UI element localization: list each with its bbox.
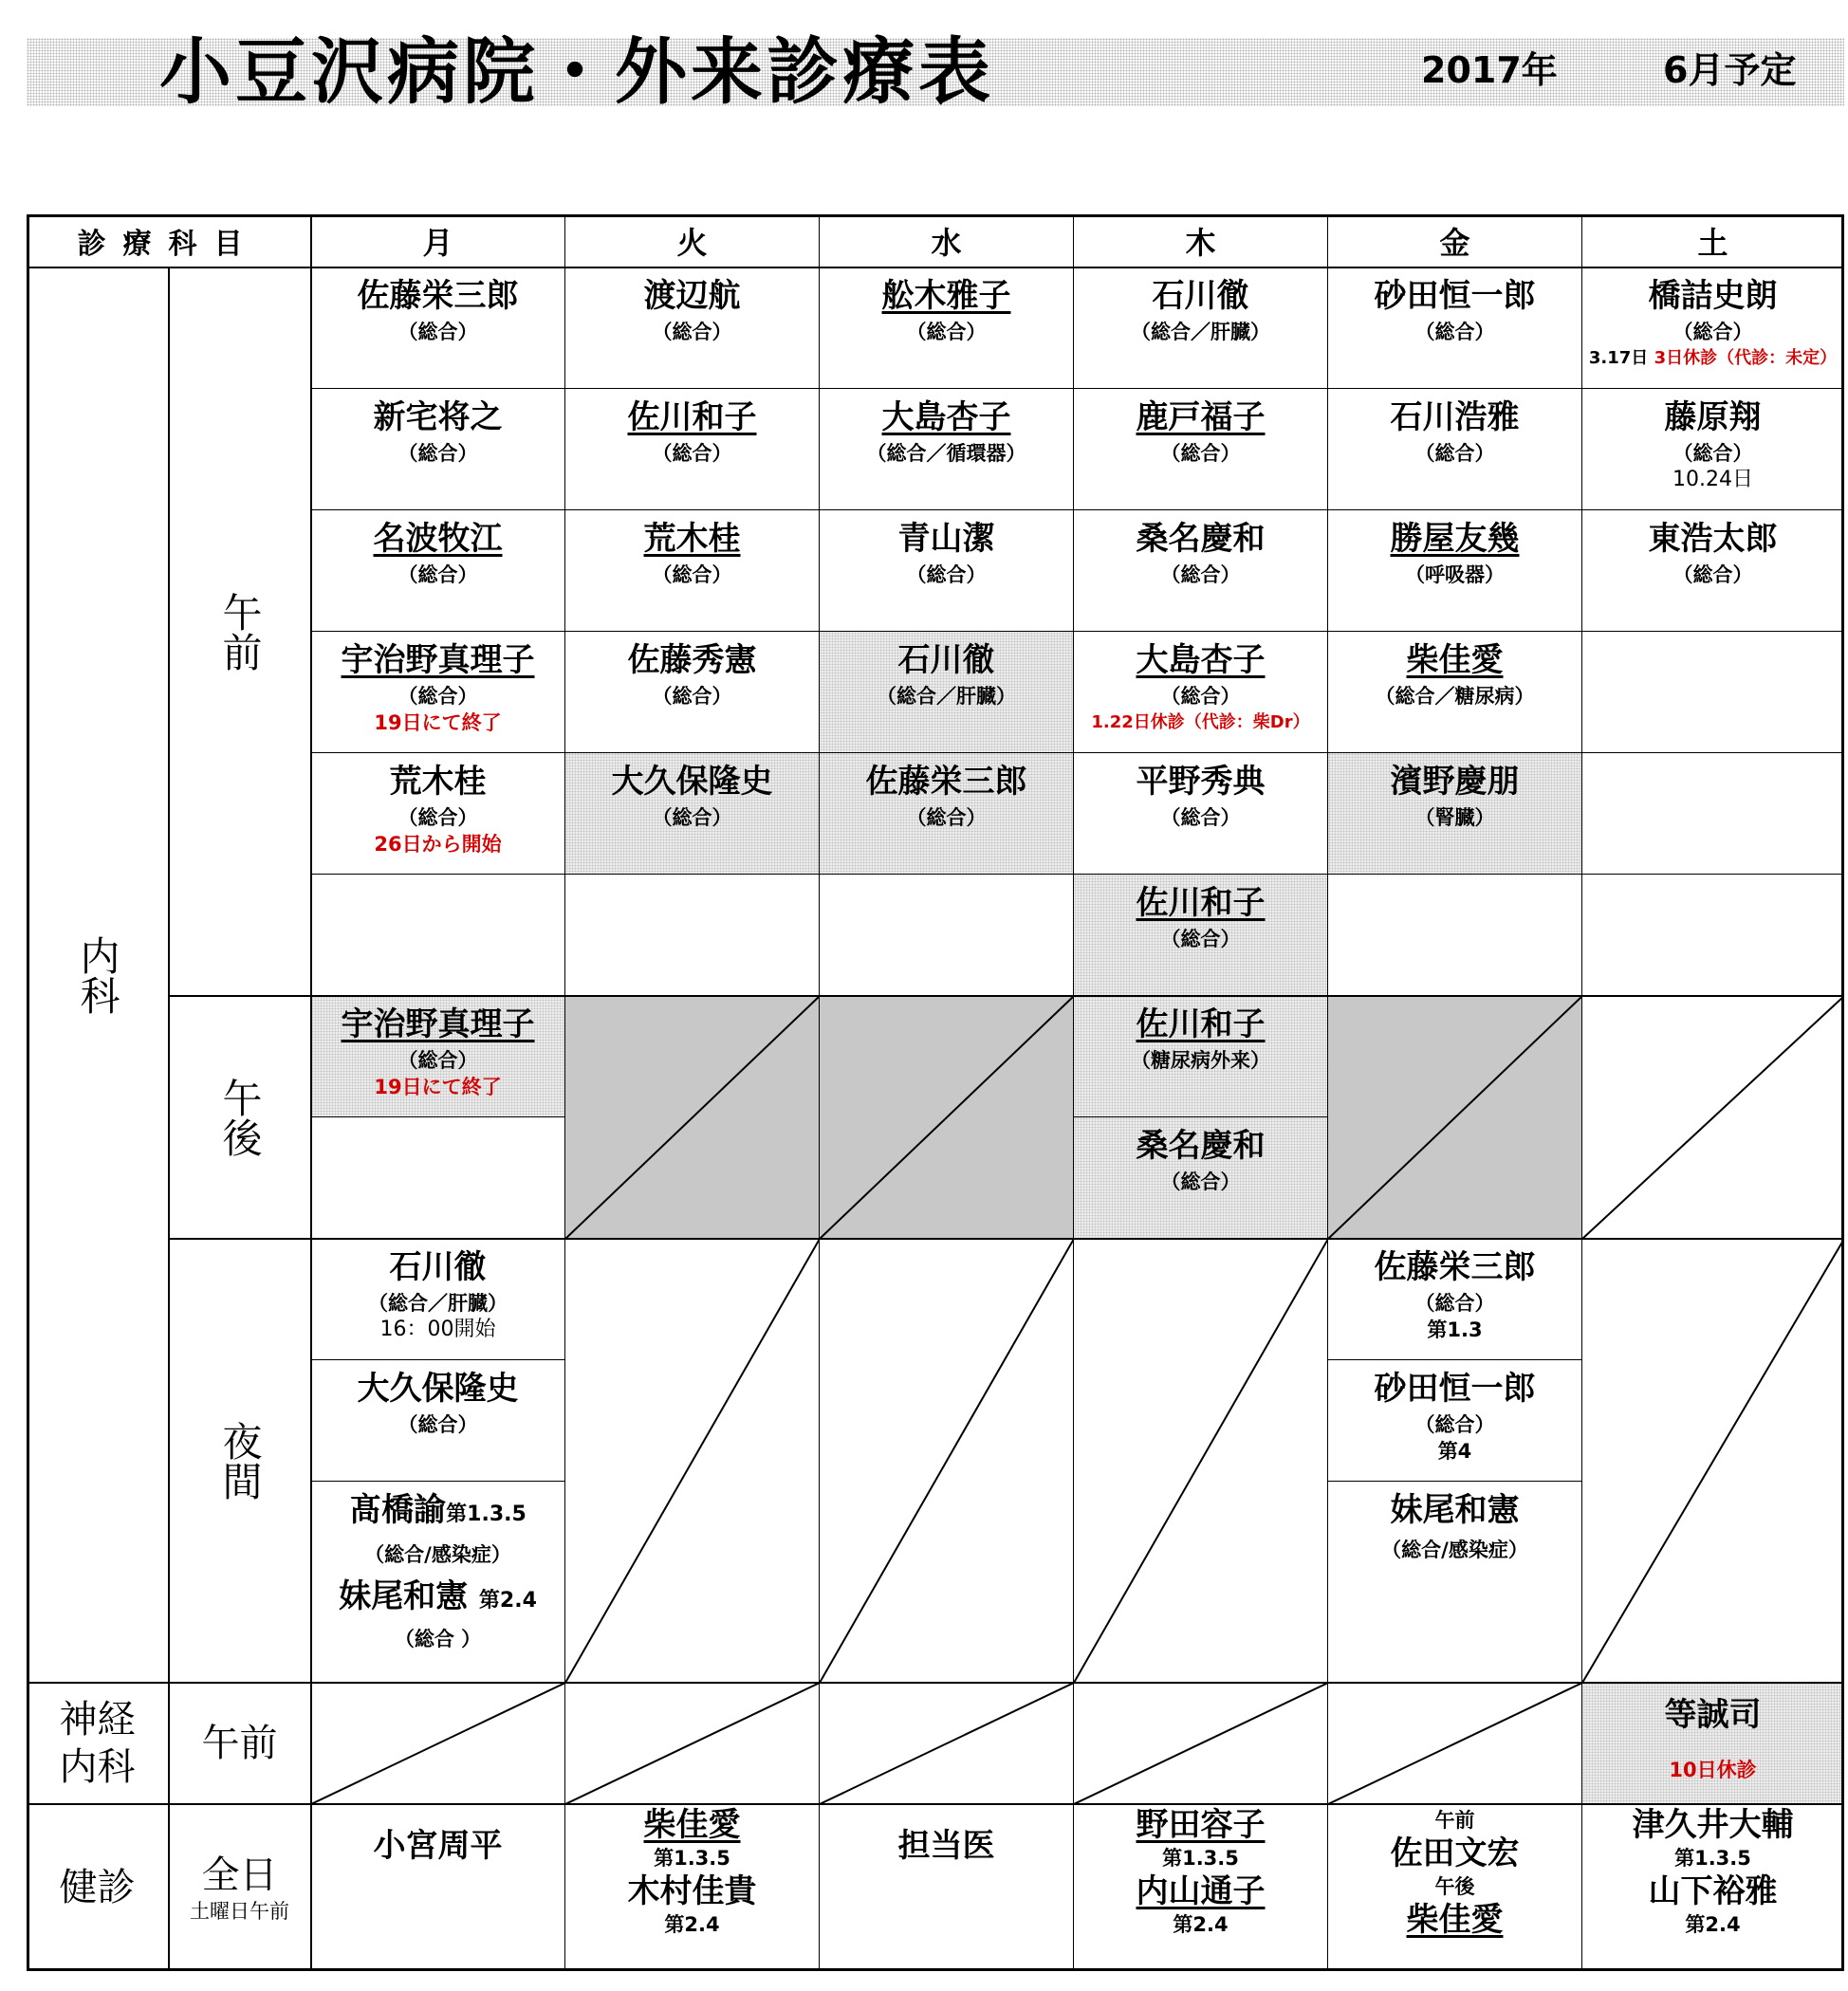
shinkei-sat-slot — [1582, 1683, 1844, 1804]
period-allday — [169, 1804, 311, 1971]
specialty: （総合） — [906, 563, 987, 586]
specialty: （総合） — [1414, 321, 1495, 343]
am-fri-slot-6-empty — [1328, 875, 1582, 996]
period-am-label: 午前 — [216, 591, 264, 672]
page-header — [27, 29, 1844, 114]
night-tue-closed — [565, 1239, 820, 1683]
specialty: （呼吸器） — [1405, 563, 1505, 586]
week-note: 第1.3.5 — [1162, 1847, 1239, 1870]
period-am — [169, 267, 311, 996]
specialty: （総合） — [1414, 1292, 1495, 1315]
rule — [27, 267, 1844, 268]
week-note-2: 第2.4 — [1685, 1913, 1741, 1936]
am-thu-slot-2 — [1074, 389, 1328, 510]
night-thu-closed — [1074, 1239, 1328, 1683]
am-wed-slot-3 — [820, 510, 1074, 632]
night-fri-slot-2 — [1328, 1360, 1582, 1482]
day-header-fri: 金 — [1328, 214, 1582, 267]
pm-wed-closed — [820, 996, 1074, 1239]
doctor-name: 大島杏子 — [881, 398, 1011, 436]
am-wed-slot-2 — [820, 389, 1074, 510]
specialty: （総合／循環器） — [866, 442, 1026, 465]
am-thu-slot-5 — [1074, 753, 1328, 875]
specialty: （総合） — [397, 685, 478, 708]
rule — [169, 995, 1844, 997]
night-fri-slot-3 — [1328, 1482, 1582, 1683]
dept-kenshin: 健診 — [27, 1804, 169, 1971]
pm-thu-slot-2 — [1074, 1117, 1328, 1239]
doctor-name-2 — [311, 1577, 564, 1620]
closed-slash-icon — [311, 1683, 565, 1804]
dept-naika-label: 内科 — [74, 934, 121, 1015]
night-mon-slot-3 — [311, 1482, 565, 1683]
am-tue-slot-1 — [565, 267, 820, 389]
am-wed-slot-6-empty — [820, 875, 1074, 996]
week-note: 第2.4 — [478, 1589, 537, 1613]
am-wed-slot-1 — [820, 267, 1074, 389]
doctor-name: 等誠司 — [1664, 1696, 1762, 1734]
doctor-name: 佐田文宏 — [1390, 1834, 1520, 1872]
am-wed-slot-5 — [820, 753, 1074, 875]
doctor-name: 荒木桂 — [643, 520, 741, 558]
am-tue-slot-3 — [565, 510, 820, 632]
rule — [27, 1803, 1844, 1805]
schedule-note: 10日休診 — [1669, 1759, 1757, 1781]
am-thu-slot-4 — [1074, 632, 1328, 753]
specialty: （総合 ） — [394, 1628, 482, 1650]
doctor-name: 渡辺航 — [643, 277, 741, 315]
specialty: （総合/感染症） — [364, 1543, 511, 1566]
doctor-name: 勝屋友幾 — [1390, 520, 1520, 558]
am-sat-slot-1 — [1582, 267, 1844, 389]
doctor-name: 石川徹 — [897, 641, 995, 679]
kenshin-fri — [1328, 1804, 1582, 1971]
specialty: （腎臓） — [1414, 806, 1495, 829]
closed-slash-icon — [820, 1239, 1074, 1683]
specialty: （総合／肝臓） — [368, 1292, 508, 1315]
am-tue-slot-4 — [565, 632, 820, 753]
doctor-name-2: 内山通子 — [1136, 1872, 1266, 1910]
doctor-name — [311, 1491, 564, 1534]
am-mon-slot-5 — [311, 753, 565, 875]
kenshin-mon — [311, 1804, 565, 1971]
am-mon-slot-4 — [311, 632, 565, 753]
doctor-name: 佐川和子 — [627, 398, 757, 436]
am-wed-slot-4 — [820, 632, 1074, 753]
specialty: （総合） — [906, 321, 987, 343]
schedule-note: 19日にて終了 — [374, 711, 502, 734]
doctor-name: 大島杏子 — [1136, 641, 1266, 679]
rule — [27, 1682, 1844, 1684]
specialty: （総合） — [397, 563, 478, 586]
rule — [168, 267, 170, 1971]
schedule-note: 26日から開始 — [374, 833, 502, 856]
closed-slash-icon — [820, 1683, 1074, 1804]
doctor-name: 佐藤秀憲 — [627, 641, 757, 679]
schedule-note: 16：00開始 — [379, 1318, 496, 1341]
specialty: （総合） — [1160, 1171, 1241, 1193]
doctor-name: 柴佳愛 — [1406, 641, 1504, 679]
am-thu-slot-6 — [1074, 875, 1328, 996]
period-shinkei-am: 午前 — [169, 1683, 311, 1804]
doctor-name: 柴佳愛 — [643, 1806, 741, 1844]
schedule-note: 19日にて終了 — [374, 1076, 502, 1098]
am-mon-slot-2 — [311, 389, 565, 510]
schedule-note: 第4 — [1437, 1440, 1472, 1463]
period-pm — [169, 996, 311, 1239]
am-mon-slot-3 — [311, 510, 565, 632]
specialty: （総合） — [1160, 806, 1241, 829]
doctor-name: 石川徹 — [1152, 277, 1249, 315]
am-sat-slot-5-empty — [1582, 753, 1844, 875]
doctor-name: 石川徹 — [389, 1248, 487, 1286]
am-mon-slot-6-empty — [311, 875, 565, 996]
period-allday-note: 土曜日午前 — [190, 1899, 289, 1923]
day-header-wed: 水 — [820, 214, 1074, 267]
doctor-name: 津久井大輔 — [1632, 1806, 1794, 1844]
night-mon-slot-1 — [311, 1239, 565, 1360]
kenshin-wed — [820, 1804, 1074, 1971]
doctor-name: 鹿戸福子 — [1136, 398, 1266, 436]
note-date: 3.17日 — [1588, 348, 1649, 368]
specialty: （総合/感染症） — [1381, 1539, 1528, 1561]
specialty: （総合） — [906, 806, 987, 829]
am-fri-slot-5 — [1328, 753, 1582, 875]
rule — [310, 214, 312, 1971]
shinkei-wed-closed — [820, 1683, 1074, 1804]
doctor-name: 濱野慶朋 — [1390, 763, 1520, 801]
doctor-name: 佐川和子 — [1136, 1005, 1266, 1043]
am-fri-slot-2 — [1328, 389, 1582, 510]
dept-shinkei-label: 神経内科 — [59, 1697, 136, 1789]
doctor-name-text: 妹尾和憲 — [339, 1577, 469, 1615]
period-night — [169, 1239, 311, 1683]
schedule-note: 1.22日休診（代診：柴Dr） — [1091, 712, 1310, 732]
specialty: （総合） — [652, 442, 732, 465]
kenshin-tue — [565, 1804, 820, 1971]
specialty: （総合） — [1160, 928, 1241, 950]
specialty: （総合） — [1672, 563, 1753, 586]
closed-slash-icon — [1328, 996, 1582, 1239]
shinkei-thu-closed — [1074, 1683, 1328, 1804]
doctor-name: 小宮周平 — [373, 1827, 503, 1865]
doctor-name: 砂田恒一郎 — [1374, 1370, 1536, 1408]
specialty: （総合） — [1672, 321, 1753, 343]
specialty: （総合） — [1160, 563, 1241, 586]
day-header-sat: 土 — [1582, 214, 1844, 267]
schedule-note: 10.24日 — [1672, 468, 1753, 491]
pm-mon-slot-1 — [311, 996, 565, 1117]
week-note: 第1.3.5 — [1674, 1847, 1751, 1870]
schedule-note: 第1.3 — [1427, 1318, 1483, 1341]
pm-sat-closed — [1582, 996, 1844, 1239]
doctor-name: 宇治野真理子 — [341, 1005, 535, 1043]
doctor-name-text: 髙橋諭 — [349, 1491, 447, 1529]
corner-header: 診療科目 — [27, 214, 311, 267]
doctor-name: 大久保隆史 — [611, 763, 773, 801]
night-sat-closed — [1582, 1239, 1844, 1683]
doctor-name-2: 山下裕雅 — [1648, 1872, 1778, 1910]
doctor-name: 桑名慶和 — [1136, 520, 1266, 558]
period-night-label: 夜間 — [216, 1420, 264, 1501]
day-header-thu: 木 — [1074, 214, 1328, 267]
doctor-name: 担当医 — [897, 1827, 995, 1865]
am-tue-slot-2 — [565, 389, 820, 510]
doctor-name: 佐藤栄三郎 — [357, 277, 519, 315]
closed-slash-icon — [1582, 1239, 1844, 1683]
week-note: 第1.3.5 — [446, 1502, 527, 1526]
closed-slash-icon — [1582, 996, 1844, 1239]
am-fri-slot-1 — [1328, 267, 1582, 389]
specialty: （総合） — [397, 806, 478, 829]
closed-slash-icon — [565, 996, 820, 1239]
specialty: （総合） — [397, 1049, 478, 1072]
doctor-name: 佐藤栄三郎 — [1374, 1248, 1536, 1286]
week-note-2: 第2.4 — [1173, 1913, 1229, 1936]
specialty: （総合） — [397, 321, 478, 343]
specialty: （総合） — [652, 806, 732, 829]
doctor-name: 桑名慶和 — [1136, 1127, 1266, 1165]
doctor-name: 名波牧江 — [373, 520, 503, 558]
time-label-pm: 午後 — [1434, 1875, 1475, 1898]
closed-slash-icon — [820, 996, 1074, 1239]
doctor-name: 大久保隆史 — [357, 1370, 519, 1408]
header-year: 2017年 — [1421, 49, 1558, 91]
shinkei-fri-closed — [1328, 1683, 1582, 1804]
shinkei-mon-closed — [311, 1683, 565, 1804]
doctor-name: 新宅将之 — [373, 398, 503, 436]
doctor-name: 妹尾和憲 — [1390, 1491, 1520, 1529]
specialty: （総合） — [1414, 442, 1495, 465]
pm-mon-slot-2-empty — [311, 1117, 565, 1239]
doctor-name: 宇治野真理子 — [341, 641, 535, 679]
am-sat-slot-3 — [1582, 510, 1844, 632]
specialty: （総合） — [652, 321, 732, 343]
page-title: 小豆沢病院・外来診療表 — [159, 29, 994, 114]
doctor-name: 石川浩雅 — [1390, 398, 1520, 436]
doctor-name: 青山潔 — [897, 520, 995, 558]
doctor-name: 東浩太郎 — [1648, 520, 1778, 558]
specialty: （総合／肝臓） — [1131, 321, 1270, 343]
specialty: （総合） — [1414, 1413, 1495, 1436]
am-mon-slot-1 — [311, 267, 565, 389]
am-thu-slot-1 — [1074, 267, 1328, 389]
night-mon-slot-2 — [311, 1360, 565, 1482]
doctor-name: 佐藤栄三郎 — [865, 763, 1027, 801]
day-header-tue: 火 — [565, 214, 820, 267]
pm-tue-closed — [565, 996, 820, 1239]
specialty: （総合） — [1160, 685, 1241, 708]
shinkei-tue-closed — [565, 1683, 820, 1804]
closed-slash-icon — [1074, 1683, 1328, 1804]
time-label-am: 午前 — [1434, 1809, 1475, 1832]
dept-shinkei — [27, 1683, 169, 1804]
kenshin-thu — [1074, 1804, 1328, 1971]
night-fri-slot-1 — [1328, 1239, 1582, 1360]
doctor-name-2: 柴佳愛 — [1406, 1901, 1504, 1939]
am-sat-slot-6-empty — [1582, 875, 1844, 996]
specialty: （総合） — [652, 685, 732, 708]
specialty: （総合／糖尿病） — [1375, 685, 1535, 708]
am-fri-slot-3 — [1328, 510, 1582, 632]
doctor-name: 橋詰史朗 — [1648, 277, 1778, 315]
header-month: 6月予定 — [1663, 49, 1797, 91]
doctor-name: 平野秀典 — [1136, 763, 1266, 801]
week-note: 第1.3.5 — [654, 1847, 730, 1870]
am-fri-slot-4 — [1328, 632, 1582, 753]
period-pm-label: 午後 — [216, 1077, 264, 1157]
specialty: （総合） — [397, 1413, 478, 1436]
schedule-note — [1582, 345, 1843, 372]
pm-thu-slot-1 — [1074, 996, 1328, 1117]
pm-fri-closed — [1328, 996, 1582, 1239]
am-sat-slot-2 — [1582, 389, 1844, 510]
specialty: （総合） — [397, 442, 478, 465]
schedule-table — [27, 214, 1844, 1971]
kenshin-sat — [1582, 1804, 1844, 1971]
doctor-name: 荒木桂 — [389, 763, 487, 801]
dept-naika — [27, 267, 169, 1683]
doctor-name: 舩木雅子 — [881, 277, 1011, 315]
rule — [169, 1238, 1844, 1240]
doctor-name: 野田容子 — [1136, 1806, 1266, 1844]
note-text: 3日休診（代診：未定） — [1654, 348, 1838, 368]
specialty: （総合） — [652, 563, 732, 586]
am-thu-slot-3 — [1074, 510, 1328, 632]
specialty: （総合） — [1160, 442, 1241, 465]
doctor-name: 砂田恒一郎 — [1374, 277, 1536, 315]
am-tue-slot-6-empty — [565, 875, 820, 996]
closed-slash-icon — [1328, 1683, 1582, 1804]
am-sat-slot-4-empty — [1582, 632, 1844, 753]
day-header-mon: 月 — [311, 214, 565, 267]
closed-slash-icon — [565, 1683, 820, 1804]
doctor-name-2: 木村佳貴 — [627, 1872, 757, 1910]
period-allday-label: 全日 — [201, 1853, 278, 1897]
specialty: （総合） — [1672, 442, 1753, 465]
specialty: （総合／肝臓） — [877, 685, 1016, 708]
doctor-name: 佐川和子 — [1136, 884, 1266, 922]
week-note-2: 第2.4 — [664, 1913, 720, 1936]
doctor-name: 藤原翔 — [1664, 398, 1762, 436]
am-tue-slot-5 — [565, 753, 820, 875]
specialty: （糖尿病外来） — [1131, 1049, 1270, 1072]
night-wed-closed — [820, 1239, 1074, 1683]
closed-slash-icon — [565, 1239, 820, 1683]
closed-slash-icon — [1074, 1239, 1328, 1683]
